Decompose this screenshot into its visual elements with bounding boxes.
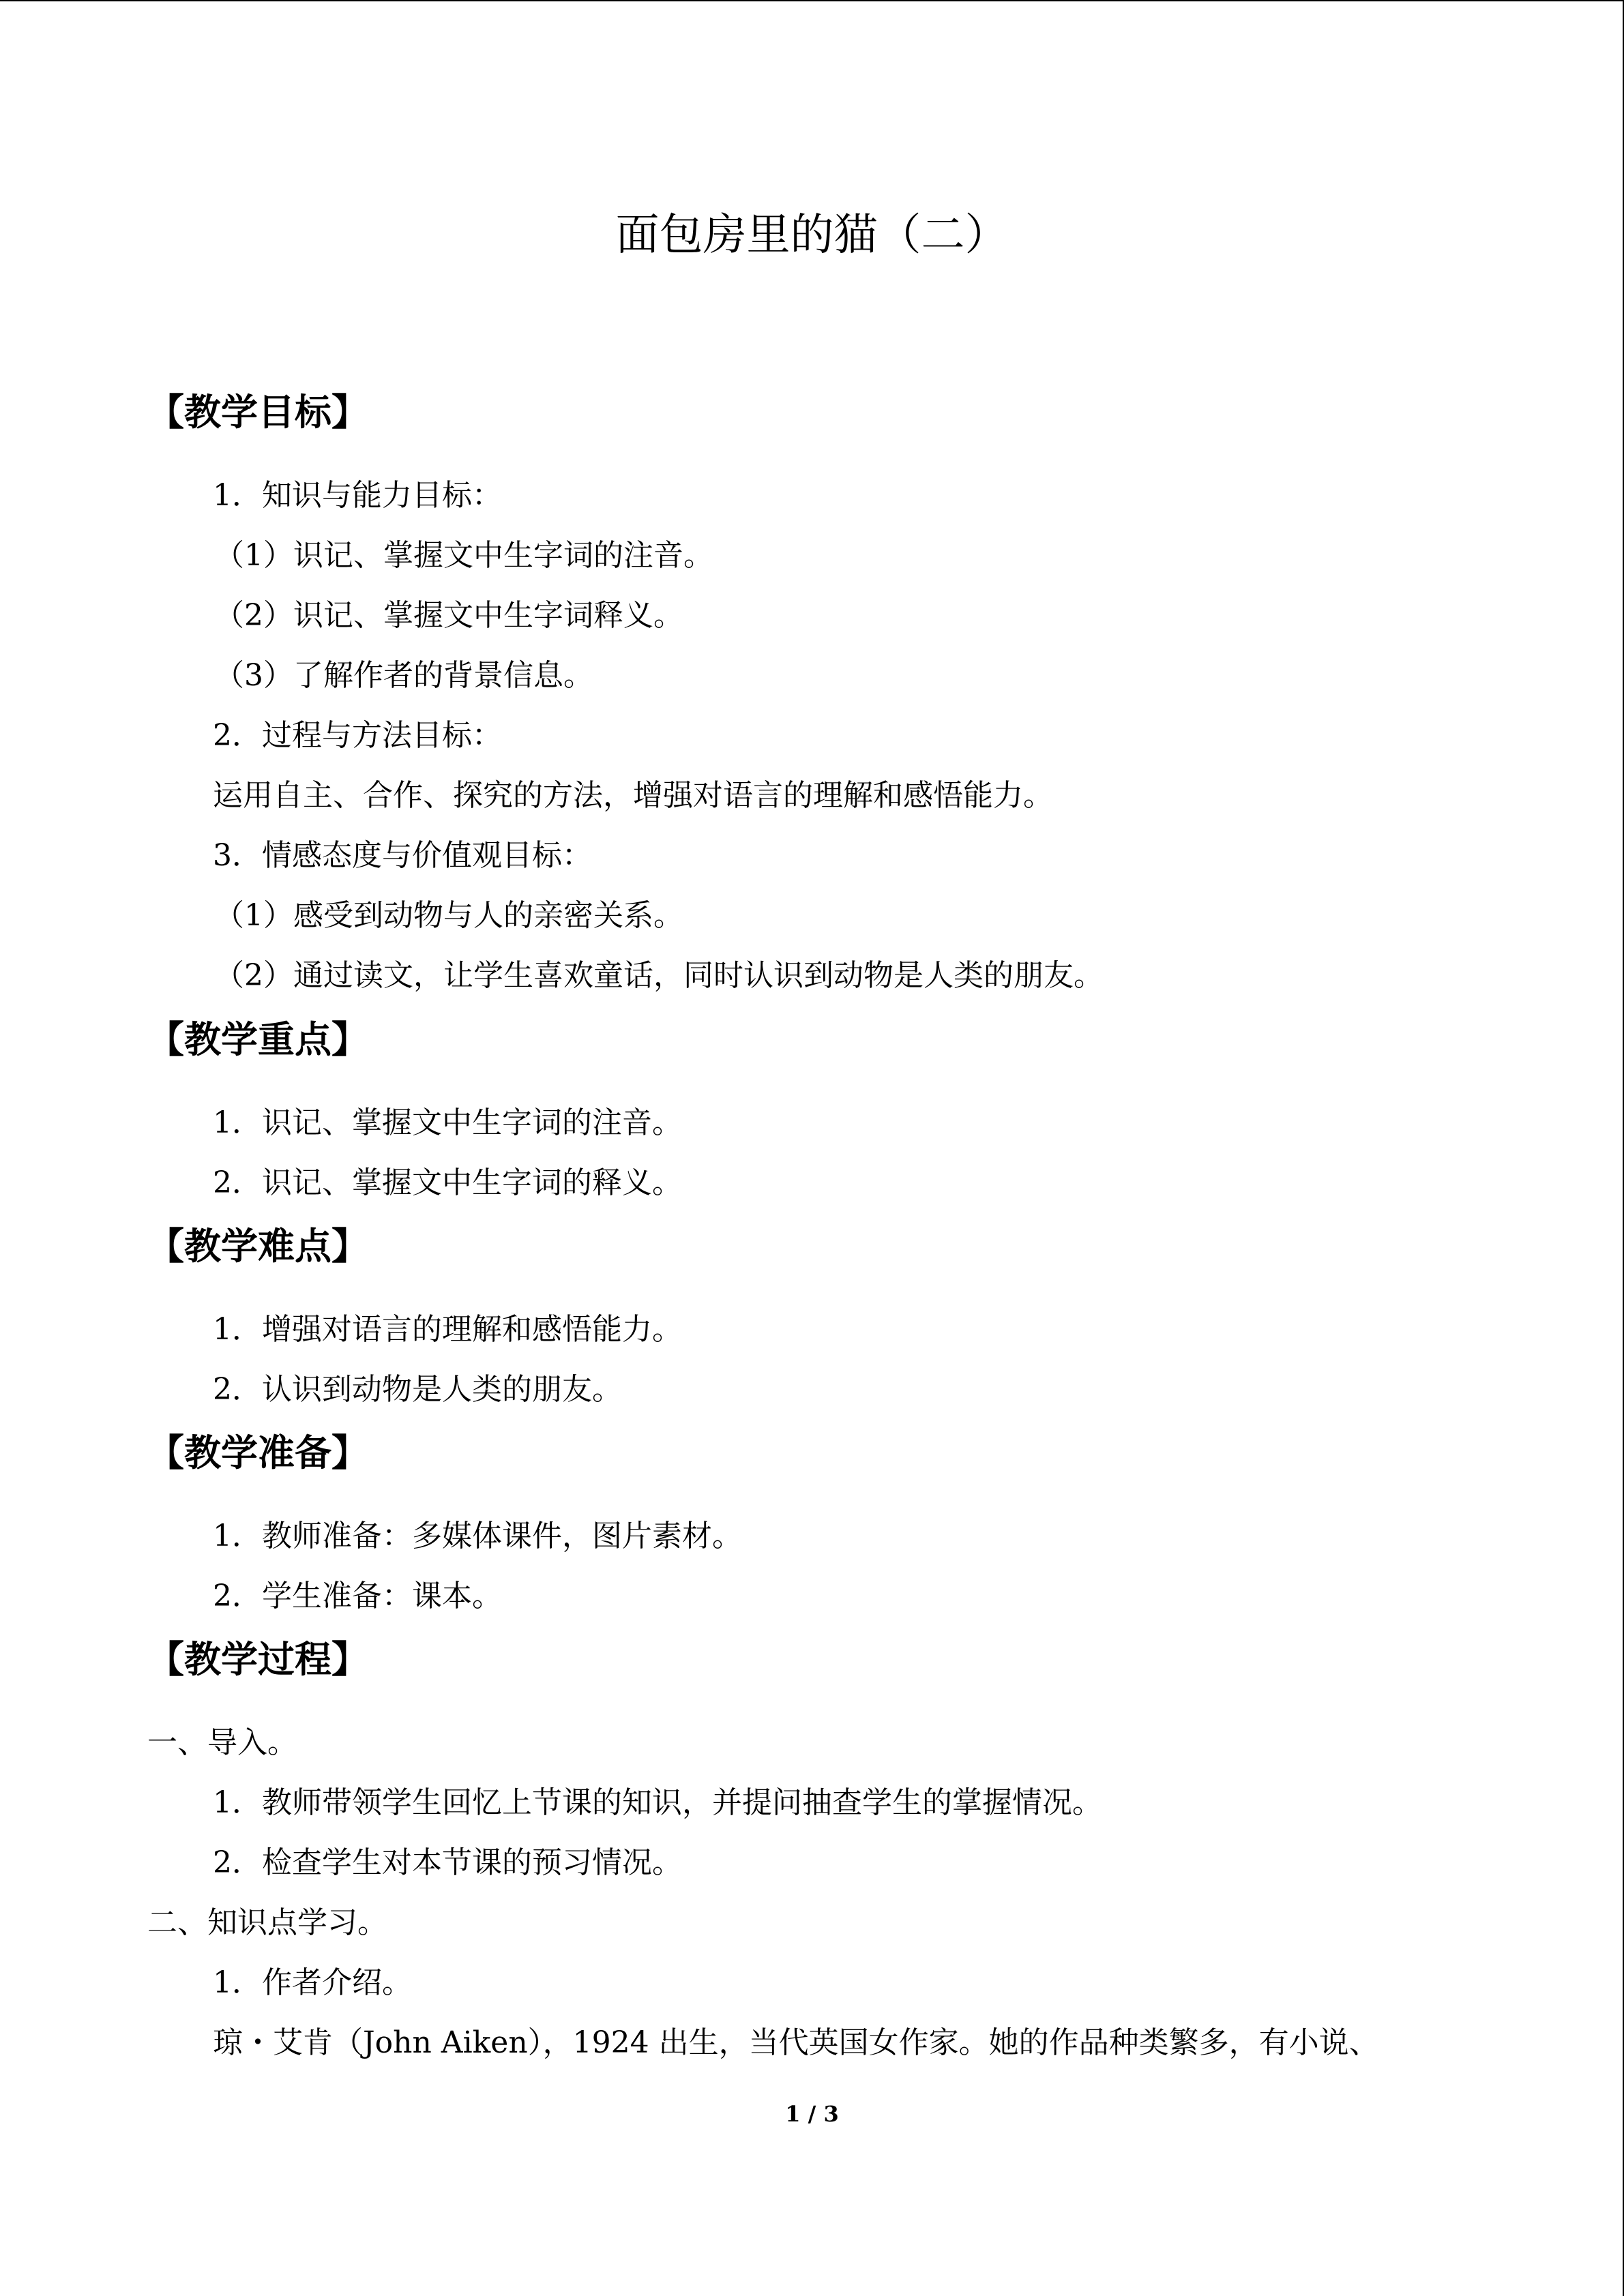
objectives-line-9: （2）通过读文，让学生喜欢童话，同时认识到动物是人类的朋友。 <box>214 958 1104 993</box>
objectives-line-1: 1．知识与能力目标： <box>213 478 502 513</box>
preparation-line-1: 1．教师准备：多媒体课件，图片素材。 <box>213 1519 742 1553</box>
difficulties-line-1: 1．增强对语言的理解和感悟能力。 <box>213 1312 682 1347</box>
process-line-4: 二、知识点学习。 <box>147 1905 387 1940</box>
objectives-line-5: 2．过程与方法目标： <box>213 718 502 753</box>
difficulties-line-2: 2．认识到动物是人类的朋友。 <box>213 1372 622 1407</box>
page-border-top <box>0 0 1624 1</box>
objectives-line-8: （1）感受到动物与人的亲密关系。 <box>214 898 683 933</box>
key-points-line-1: 1．识记、掌握文中生字词的注音。 <box>213 1105 682 1140</box>
section-heading-objectives: 【教学目标】 <box>147 391 368 434</box>
document-title: 面包房里的猫（二） <box>615 210 1009 260</box>
section-heading-key-points: 【教学重点】 <box>147 1018 368 1061</box>
preparation-line-2: 2．学生准备：课本。 <box>213 1579 502 1613</box>
objectives-line-3: （2）识记、掌握文中生字词释义。 <box>214 598 683 633</box>
process-line-5: 1．作者介绍。 <box>213 1965 412 2000</box>
objectives-line-6: 运用自主、合作、探究的方法，增强对语言的理解和感悟能力。 <box>213 778 1053 813</box>
process-line-2: 1．教师带领学生回忆上节课的知识，并提问抽查学生的掌握情况。 <box>213 1785 1102 1820</box>
objectives-line-7: 3．情感态度与价值观目标： <box>213 838 592 873</box>
key-points-line-2: 2．识记、掌握文中生字词的释义。 <box>213 1165 682 1200</box>
objectives-line-2: （1）识记、掌握文中生字词的注音。 <box>214 538 713 573</box>
page-number: 1 / 3 <box>785 2101 839 2127</box>
process-line-1: 一、导入。 <box>147 1725 297 1760</box>
process-line-3: 2．检查学生对本节课的预习情况。 <box>213 1845 682 1880</box>
process-line-6: 琼・艾肯（John Aiken），1924 出生，当代英国女作家。她的作品种类繁多，有小说、 <box>213 2025 1379 2060</box>
section-heading-preparation: 【教学准备】 <box>147 1431 368 1474</box>
section-heading-process: 【教学过程】 <box>147 1638 368 1681</box>
section-heading-difficulties: 【教学难点】 <box>147 1225 368 1268</box>
objectives-line-4: （3）了解作者的背景信息。 <box>214 658 593 693</box>
